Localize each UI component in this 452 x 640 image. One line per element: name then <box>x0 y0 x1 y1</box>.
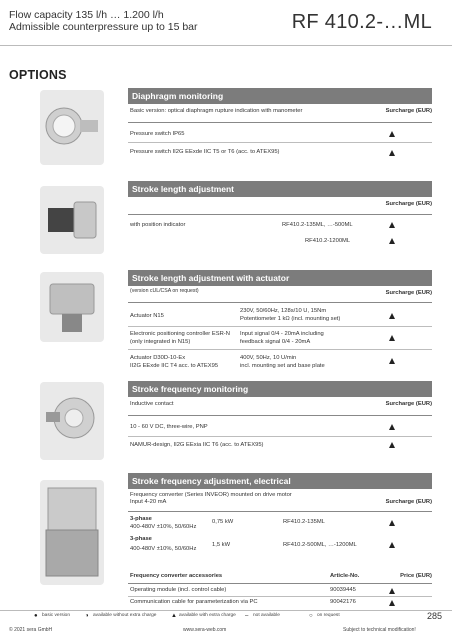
divider <box>128 415 432 416</box>
converter-image <box>40 480 104 585</box>
half-circle-icon: ◑ <box>85 613 89 619</box>
divider <box>128 302 432 303</box>
actuator-note: (version cUL/CSA on request) <box>130 288 199 294</box>
actuator-d30d-spec-1: 400V, 50Hz, 10 U/min <box>240 355 297 361</box>
footer-website: www.sera-web.com <box>183 627 227 633</box>
phase-1-power: 0,75 kW <box>212 519 234 525</box>
actuator-d30d-label-1: Actuator D30D-10-Ex <box>130 355 186 361</box>
legend-extra-charge: available with extra charge <box>179 613 236 618</box>
divider <box>128 511 432 512</box>
section-stroke-title: Stroke length adjustment <box>128 181 432 197</box>
position-indicator-label: with position indicator <box>130 222 186 228</box>
page-number: 285 <box>426 611 442 621</box>
pressure-switch-ip65-label: Pressure switch IP65 <box>130 131 185 137</box>
actuator-d30d-label-2: II2G EExde IIC T4 acc. to ATEX95 <box>130 363 219 369</box>
phase-2-head: 3-phase <box>130 536 152 542</box>
pnp-contact-label: 10 - 60 V DC, three-wire, PNP <box>130 424 208 430</box>
header-divider <box>0 45 452 46</box>
section-actuator-title: Stroke length adjustment with actuator <box>128 270 432 286</box>
pressure-switch-atex-label: Pressure switch II2G EExde IIC T5 or T6 (acc. to ATEX95) <box>130 149 280 155</box>
stroke-adjust-image <box>40 186 104 254</box>
surcharge-header-2: Surcharge (EUR) <box>385 201 432 207</box>
triangle-icon: ▲ <box>171 613 177 619</box>
footer-disclaimer: Subject to technical modification! <box>343 627 416 633</box>
section-diaphragm-title: Diaphragm monitoring <box>128 88 432 104</box>
surcharge-header-4: Surcharge (EUR) <box>385 401 432 407</box>
triangle-icon <box>389 150 395 156</box>
triangle-icon <box>389 600 395 606</box>
divider <box>128 142 432 143</box>
phase-2-voltage: 400-480V ±10%, 50/60Hz <box>130 546 197 552</box>
triangle-icon <box>389 588 395 594</box>
dash-icon: – <box>245 613 249 619</box>
actuator-image <box>40 272 104 342</box>
communication-cable-article: 90042176 <box>330 599 356 605</box>
triangle-icon <box>389 238 395 244</box>
legend-basic: basic version <box>42 613 70 618</box>
phase-2-power: 1,5 kW <box>212 542 231 548</box>
circle-icon: ○ <box>309 613 313 619</box>
divider <box>128 326 432 327</box>
controller-label-2: (only integrated in N15) <box>130 339 191 345</box>
divider <box>128 122 432 123</box>
price-header: Price (EUR) <box>400 573 432 579</box>
footer-copyright: © 2021 sera GmbH <box>9 627 53 633</box>
diaphragm-basic-text: Basic version: optical diaphragm rupture indication with manometer <box>130 108 303 114</box>
article-no-header: Article-No. <box>330 573 360 579</box>
converter-desc-1: Frequency converter (Series INVEOR) mounted on drive motor <box>130 492 292 498</box>
header-line-1: Flow capacity 135 l/h … 1.200 l/h <box>9 9 164 21</box>
triangle-icon <box>389 424 395 430</box>
legend-not-available: not available <box>253 613 280 618</box>
section-electrical-title: Stroke frequency adjustment, electrical <box>128 473 432 489</box>
phase-1-voltage: 400-480V ±10%, 50/60Hz <box>130 524 197 530</box>
legend-on-request: on request <box>317 613 340 618</box>
operating-module-label: Operating module (incl. control cable) <box>130 587 227 593</box>
surcharge-header-3: Surcharge (EUR) <box>385 290 432 296</box>
triangle-icon <box>389 358 395 364</box>
inductive-contact-label: Inductive contact <box>130 401 174 407</box>
header-line-2: Admissible counterpressure up to 15 bar <box>9 21 198 33</box>
triangle-icon <box>389 131 395 137</box>
manometer-image <box>40 90 104 165</box>
triangle-icon <box>389 313 395 319</box>
triangle-icon <box>389 222 395 228</box>
actuator-d30d-spec-2: incl. mounting set and base plate <box>240 363 325 369</box>
legend-without-charge: available without extra charge <box>93 613 157 618</box>
inductive-contact-image <box>40 382 104 460</box>
page-title: OPTIONS <box>9 68 67 82</box>
header-subtitle <box>9 9 198 33</box>
converter-desc-2: Input 4-20 mA <box>130 499 167 505</box>
section-frequency-title: Stroke frequency monitoring <box>128 381 432 397</box>
actuator-n15-spec-2: Potentiometer 1 kΩ (incl. mounting set) <box>240 316 341 322</box>
controller-spec-2: feedback signal 0/4 - 20mA <box>240 339 311 345</box>
footer-divider <box>0 610 452 611</box>
surcharge-header-5: Surcharge (EUR) <box>385 499 432 505</box>
divider <box>128 596 432 597</box>
triangle-icon <box>389 335 395 341</box>
operating-module-article: 90039445 <box>330 587 356 593</box>
triangle-icon <box>389 542 395 548</box>
surcharge-header-1: Surcharge (EUR) <box>385 108 432 114</box>
actuator-n15-label: Actuator N15 <box>130 313 164 319</box>
phase-2-model: RF410.2-500ML, …-1200ML <box>283 542 357 548</box>
stroke-models-2: RF410.2-1200ML <box>305 238 351 244</box>
stroke-models-1: RF410.2-135ML, …-500ML <box>282 222 353 228</box>
divider <box>128 583 432 584</box>
divider <box>128 349 432 350</box>
communication-cable-label: Communication cable for parameterization via PC <box>130 599 258 605</box>
namur-contact-label: NAMUR-design, II2G EExia IIC T6 (acc. to ATEX95) <box>130 442 264 448</box>
triangle-icon <box>389 442 395 448</box>
divider <box>128 214 432 215</box>
divider <box>128 436 432 437</box>
controller-spec-1: Input signal 0/4 - 20mA including <box>240 331 324 337</box>
phase-1-model: RF410.2-135ML <box>283 519 325 525</box>
filled-circle-icon: ● <box>34 613 38 619</box>
accessories-title: Frequency converter accessories <box>130 573 223 579</box>
model-title: RF 410.2-…ML <box>291 11 432 33</box>
phase-1-head: 3-phase <box>130 516 152 522</box>
actuator-n15-spec-1: 230V, 50/60Hz, 128s/10 U, 15Nm <box>240 308 327 314</box>
triangle-icon <box>389 520 395 526</box>
controller-label-1: Electronic positioning controller ESR-N <box>130 331 230 337</box>
